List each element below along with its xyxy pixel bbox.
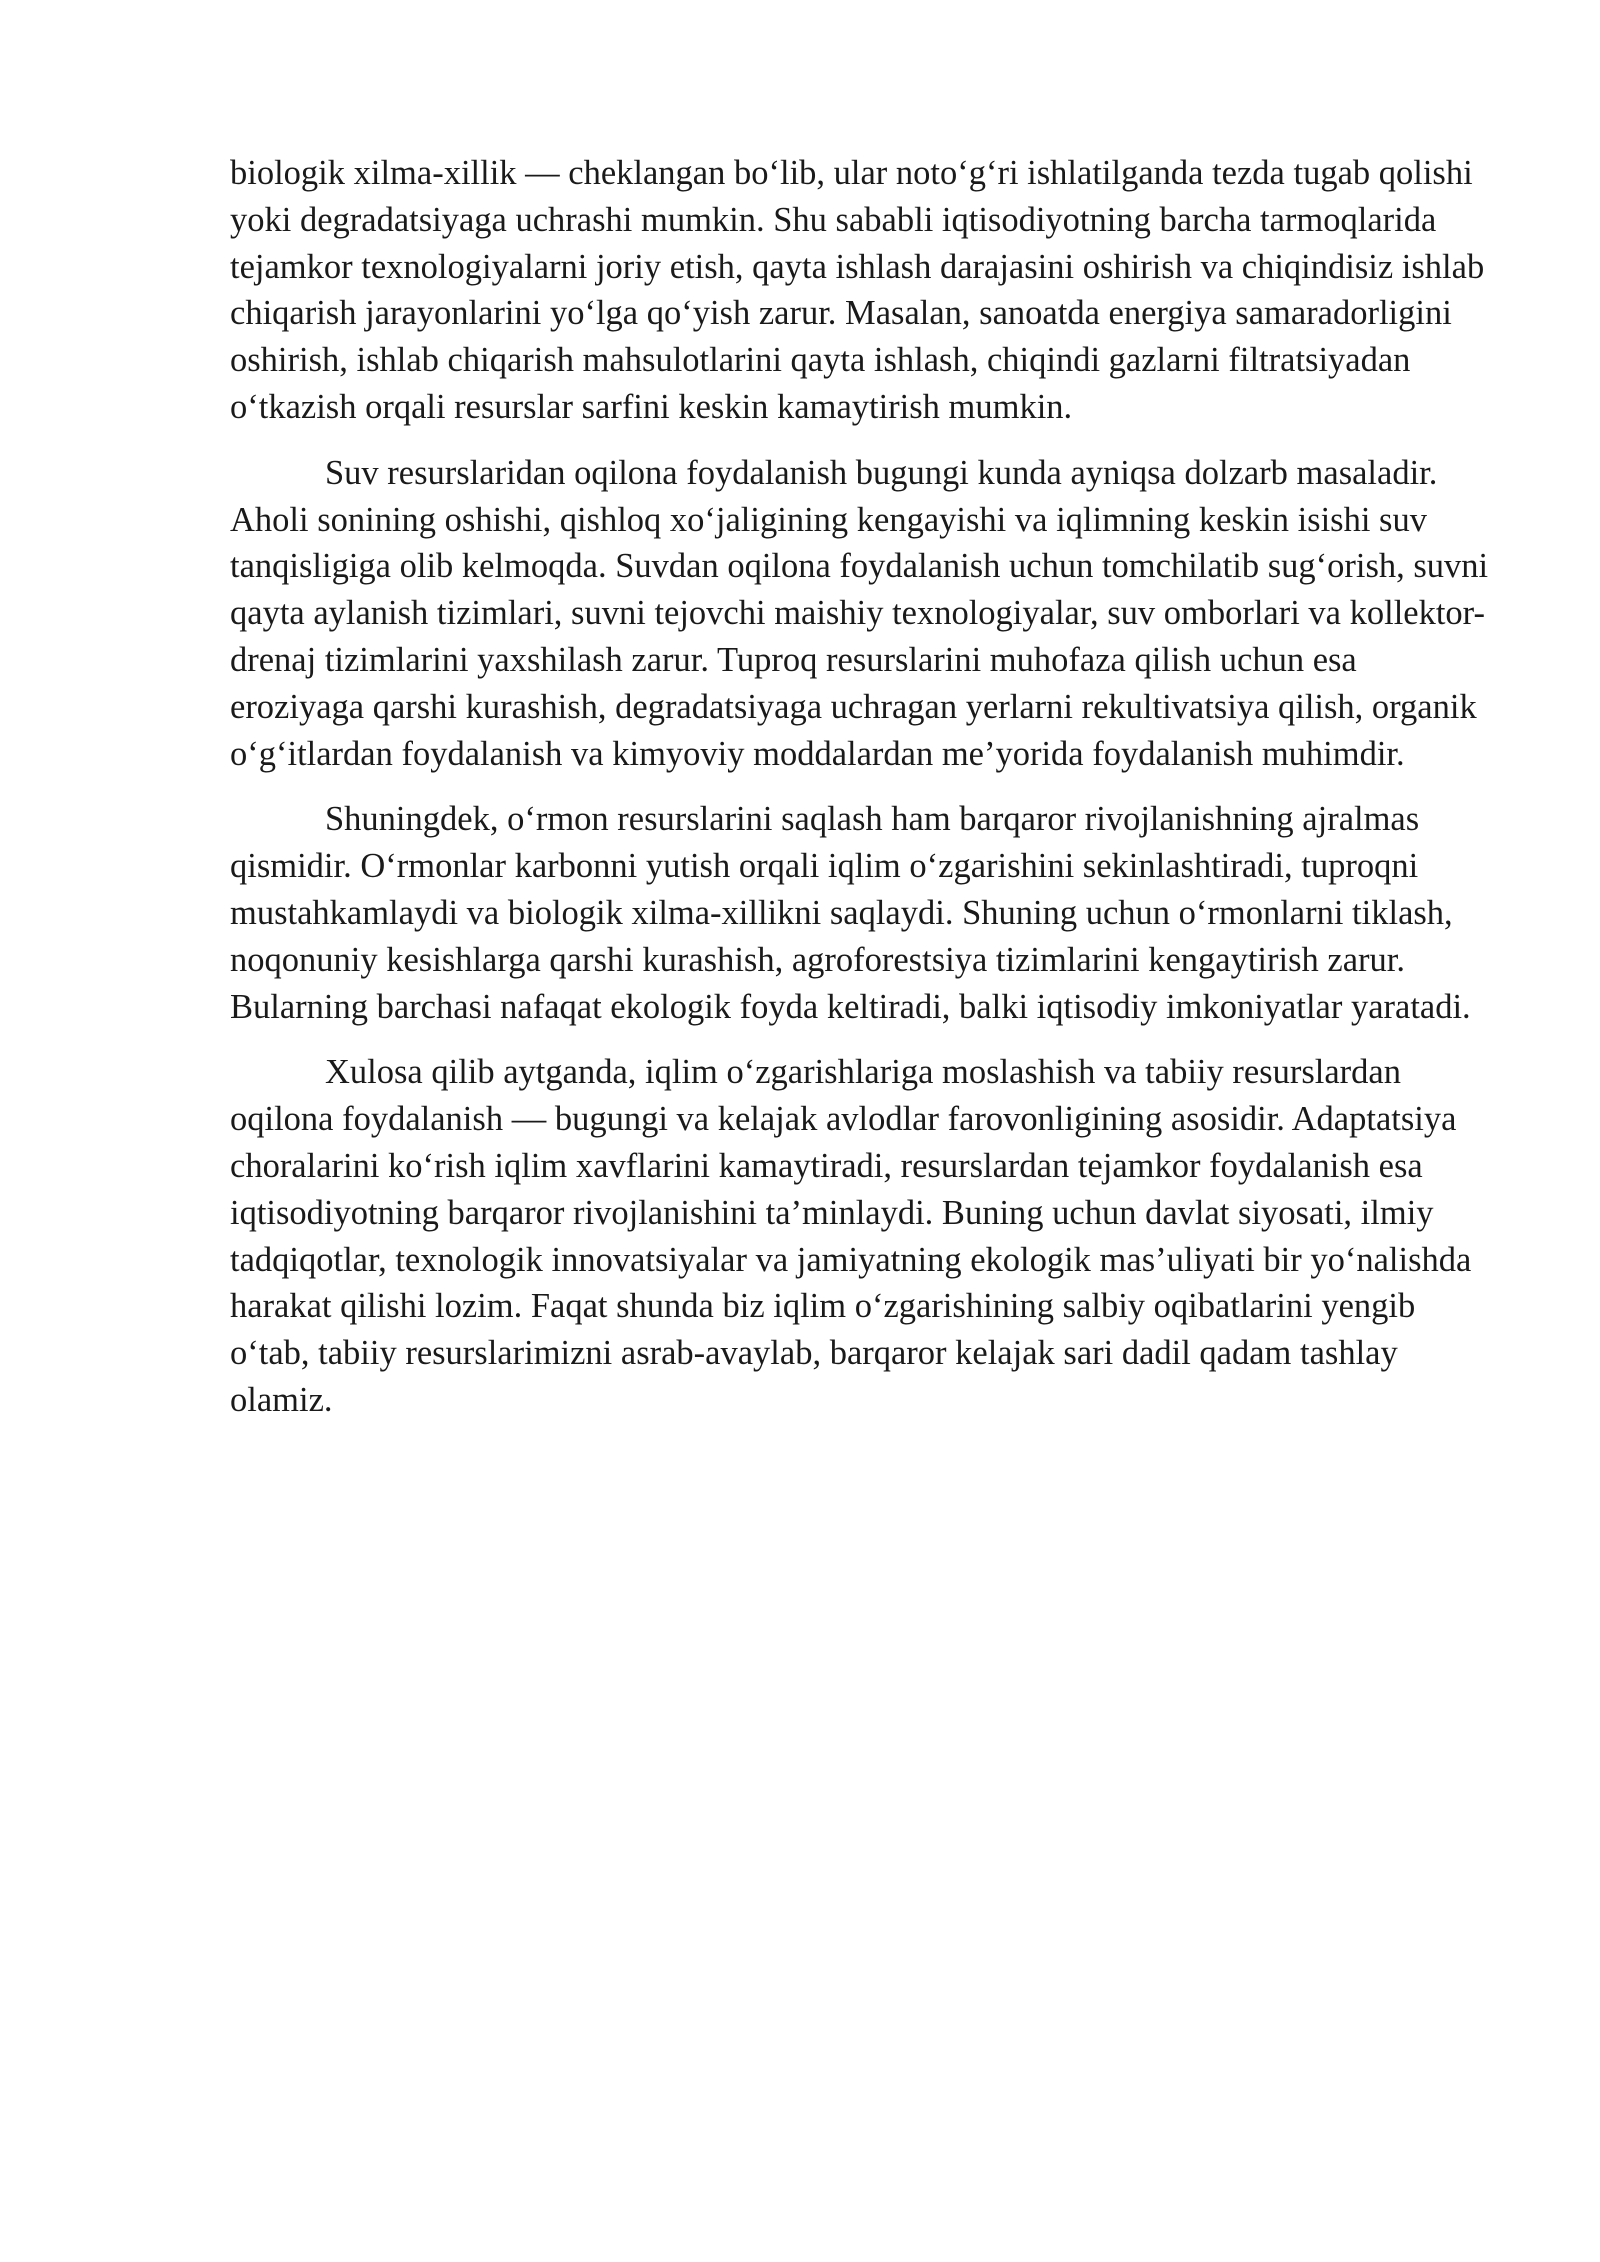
- paragraph-forest-resources: Shuningdek, o‘rmon resurslarini saqlash ham barqaror rivojlanishning ajralmas qismidir. O‘rmonlar karbonni yutish orqali iqlim o‘zgarishini sekinlashtiradi, tuproqni mustahkamlaydi va biologik xilma-xillikni saqlaydi. Shuning uchun o‘rmonlarni tiklash, noqonuniy kesishlarga qarshi kurashish, agroforestsiya tizimlarini kengaytirish zarur. Bularning barchasi nafaqat ekologik foyda keltiradi, balki iqtisodiy imkoniyatlar yaratadi.: [230, 800, 1471, 1026]
- paragraph-continuation: biologik xilma-xillik — cheklangan bo‘lib, ular noto‘g‘ri ishlatilganda tezda tugab qolishi yoki degradatsiyaga uchrashi mumkin. Shu sababli iqtisodiyotning barcha tarmoqlarida tejamkor texnologiyalarni joriy etish, qayta ishlash darajasini oshirish va chiqindisiz ishlab chiqarish jarayonlarini yo‘lga qo‘yish zarur. Masalan, sanoatda energiya samaradorligini oshirish, ishlab chiqarish mahsulotlarini qayta ishlash, chiqindi gazlarni filtratsiyadan o‘tkazish orqali resurslar sarfini keskin kamaytirish mumkin.: [230, 154, 1485, 426]
- paragraph-conclusion: Xulosa qilib aytganda, iqlim o‘zgarishlariga moslashish va tabiiy resurslardan oqilona foydalanish — bugungi va kelajak avlodlar farovonligining asosidir. Adaptatsiya choralarini ko‘rish iqlim xavflarini kamaytiradi, resurslardan tejamkor foydalanish esa iqtisodiyotning barqaror rivojlanishini ta’minlaydi. Buning uchun davlat siyosati, ilmiy tadqiqotlar, texnologik innovatsiyalar va jamiyatning ekologik mas’uliyati bir yo‘nalishda harakat qilishi lozim. Faqat shunda biz iqlim o‘zgarishining salbiy oqibatlarini yengib o‘tab, tabiiy resurslarimizni asrab-avaylab, barqaror kelajak sari dadil qadam tashlay olamiz.: [230, 1053, 1472, 1419]
- document-body: [230, 150, 1495, 1443]
- paragraph-water-resources: Suv resurslaridan oqilona foydalanish bugungi kunda ayniqsa dolzarb masaladir. Aholi sonining oshishi, qishloq xo‘jaligining kengayishi va iqlimning keskin isishi suv tanqisligiga olib kelmoqda. Suvdan oqilona foydalanish uchun tomchilatib sug‘orish, suvni qayta aylanish tizimlari, suvni tejovchi maishiy texnologiyalar, suv omborlari va kollektor-drenaj tizimlarini yaxshilash zarur. Tuproq resurslarini muhofaza qilish uchun esa eroziyaga qarshi kurashish, degradatsiyaga uchragan yerlarni rekultivatsiya qilish, organik o‘g‘itlardan foydalanish va kimyoviy moddalardan me’yorida foydalanish muhimdir.: [230, 453, 1489, 773]
